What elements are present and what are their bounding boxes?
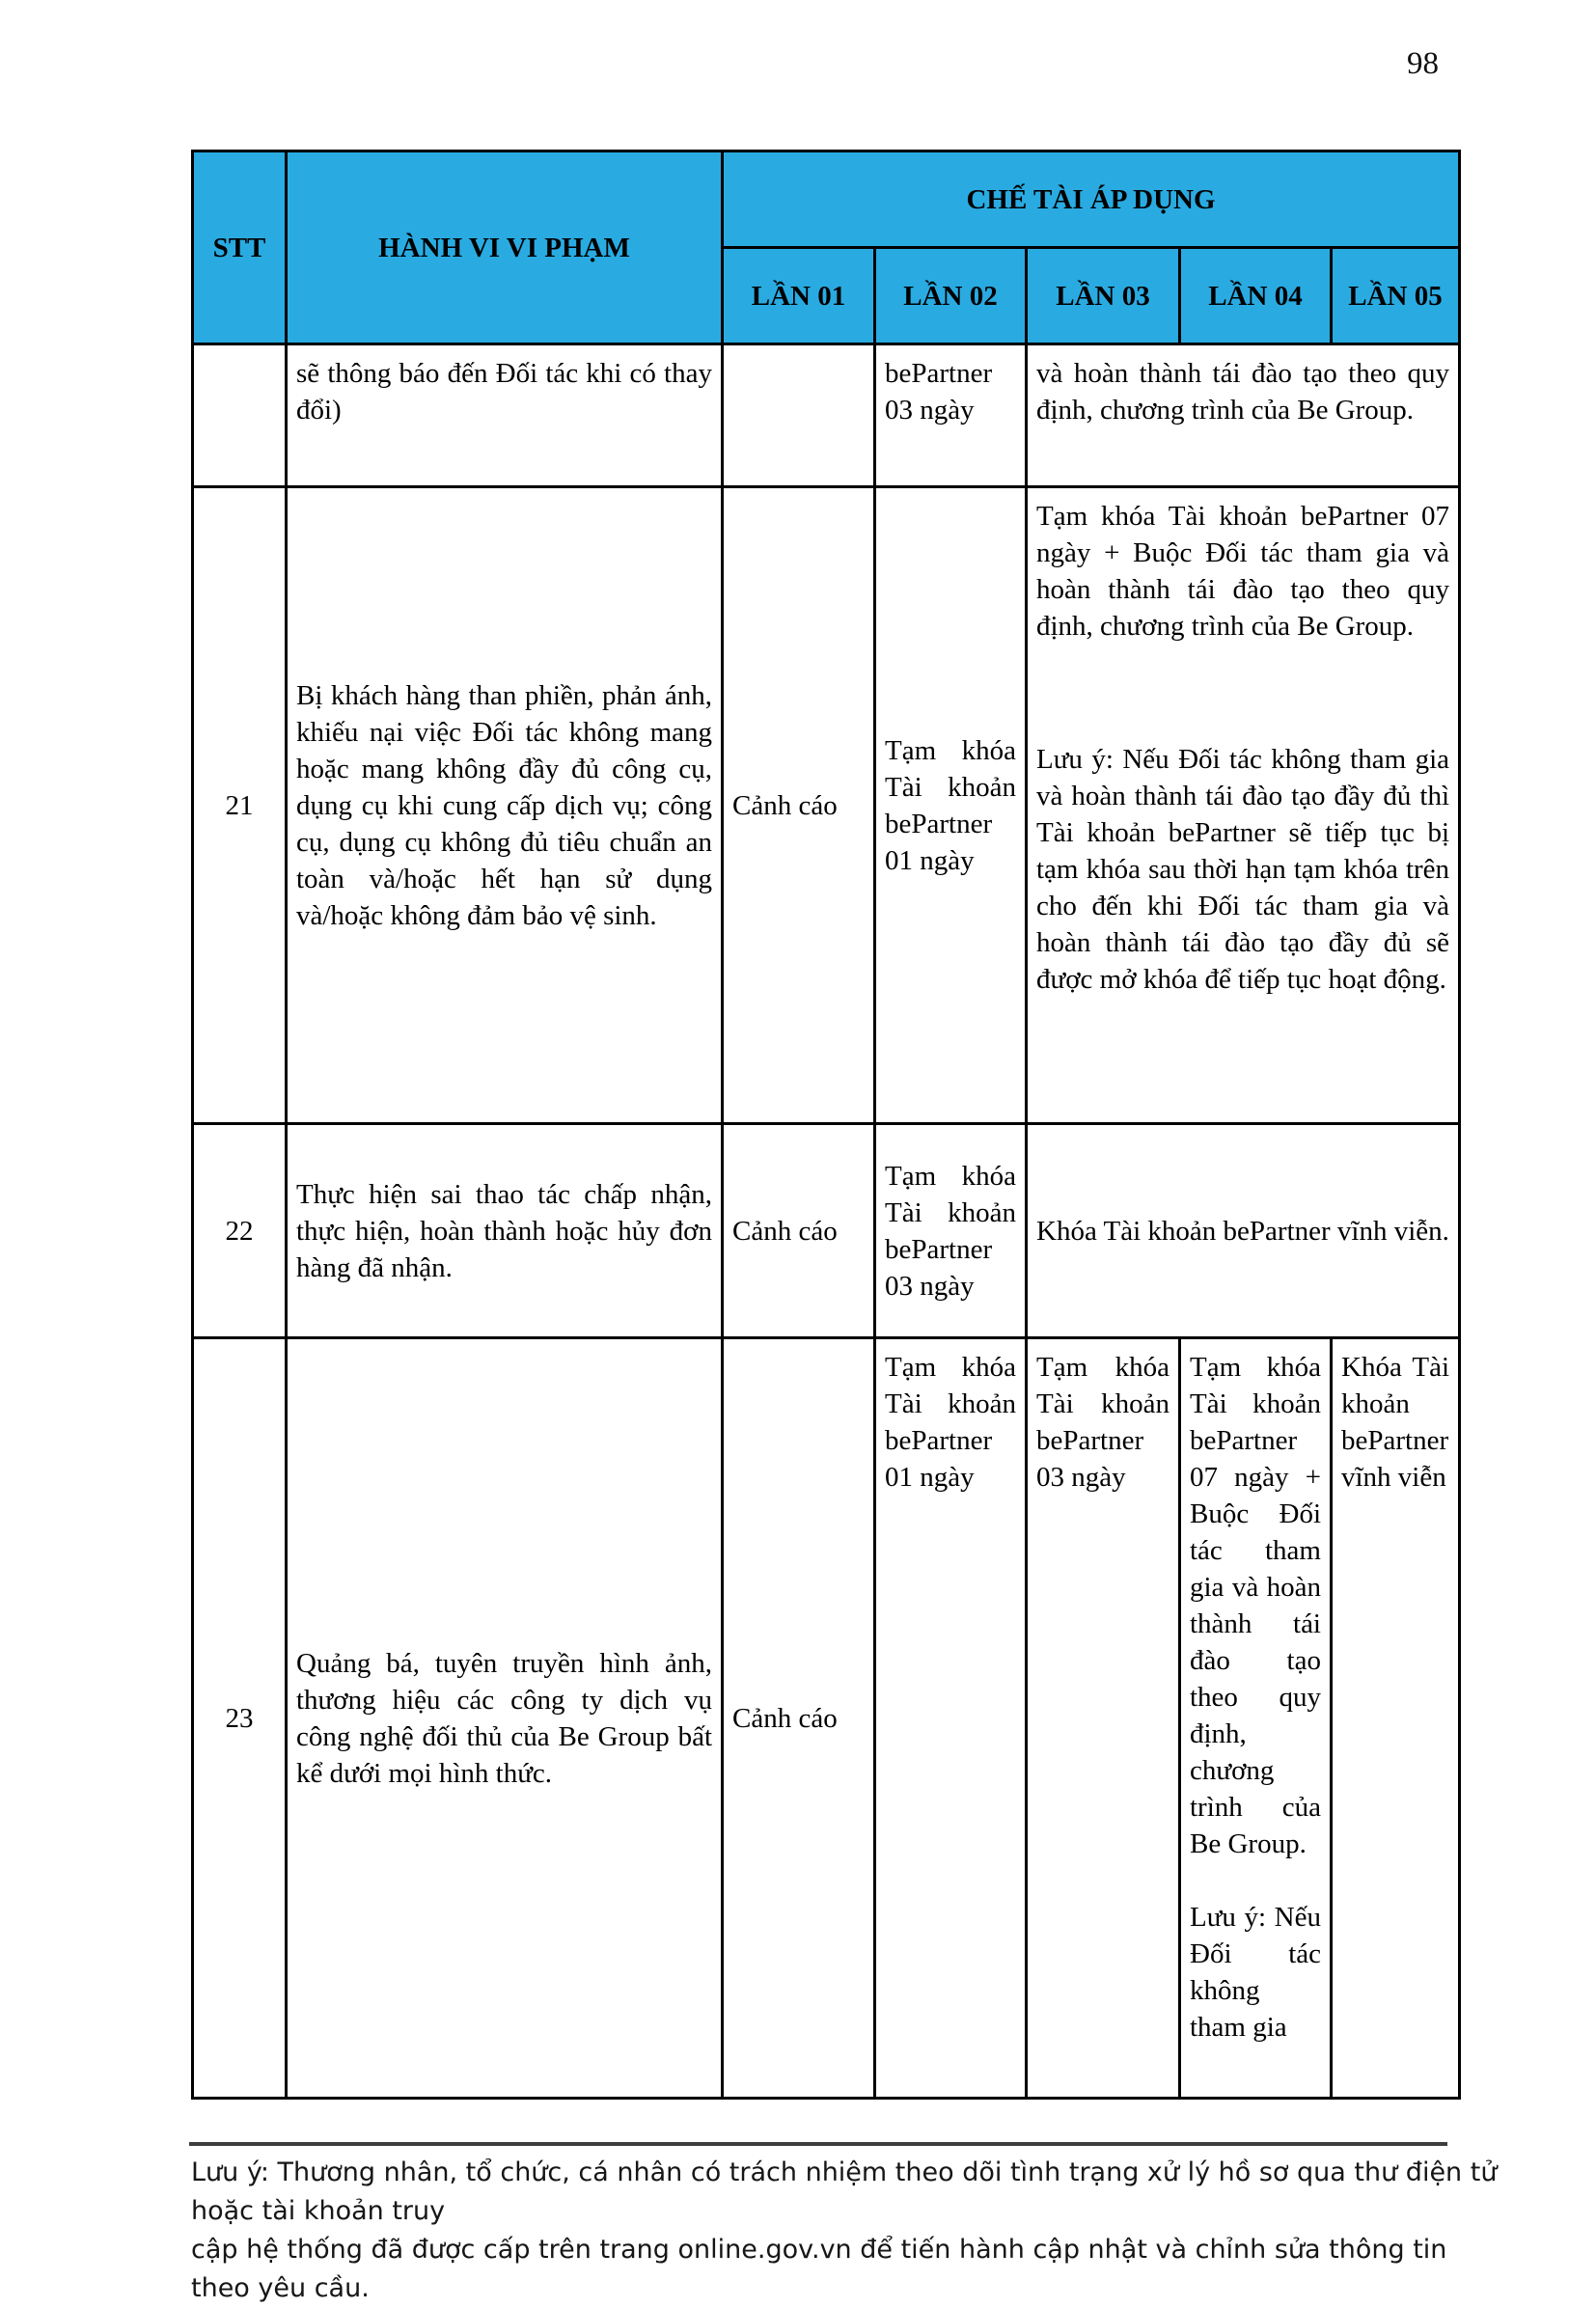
cell-r23-behavior: Quảng bá, tuyên truyền hình ảnh, thương hiệu các công ty dịch vụ công nghệ đối thủ của Be Group bất kể dưới mọi hình thức. [287,1338,723,2099]
cell-cont-stt [193,344,287,487]
cell-r22-lan01: Cảnh cáo [723,1124,875,1338]
page-number: 98 [1407,46,1439,81]
cell-r21-behavior: Bị khách hàng than phiền, phản ánh, khiếu nại việc Đối tác không mang hoặc mang không đầy đủ công cụ, dụng cụ khi cung cấp dịch vụ; công cụ, dụng cụ không đủ tiêu chuẩn an toàn và/hoặc hết hạn sử dụng và/hoặc không đảm bảo vệ sinh. [287,487,723,1124]
table-row-22 [193,1124,1460,1338]
cell-r21-lan03-05 [1027,487,1460,1124]
column-header-lan02: LẦN 02 [875,248,1027,344]
cell-r23-lan01: Cảnh cáo [723,1338,875,2099]
cell-r22-lan02: Tạm khóa Tài khoản bePartner 03 ngày [875,1124,1027,1338]
cell-r21-lan03-05-paragraph-1: Tạm khóa Tài khoản bePartner 07 ngày + Buộc Đối tác tham gia và hoàn thành tái đào tạo theo quy định, chương trình của Be Group. [1036,501,1450,642]
cell-cont-lan01 [723,344,875,487]
cell-r21-lan01: Cảnh cáo [723,487,875,1124]
cell-r22-behavior: Thực hiện sai thao tác chấp nhận, thực hiện, hoàn thành hoặc hủy đơn hàng đã nhận. [287,1124,723,1338]
table-header-row-1 [193,151,1460,248]
cell-r21-lan02: Tạm khóa Tài khoản bePartner 01 ngày [875,487,1027,1124]
column-header-behavior: HÀNH VI VI PHẠM [287,151,723,344]
table-row-21 [193,487,1460,1124]
column-header-sanction-group: CHẾ TÀI ÁP DỤNG [723,151,1460,248]
footnote-divider [189,2142,1447,2146]
column-header-stt: STT [193,151,287,344]
column-header-lan03: LẦN 03 [1027,248,1180,344]
cell-r23-stt: 23 [193,1338,287,2099]
footnote [191,2154,1503,2308]
cell-r23-lan04-paragraph-2: Lưu ý: Nếu Đối tác không tham gia [1190,1902,1321,2043]
table-row-continuation [193,344,1460,487]
cell-cont-behavior: sẽ thông báo đến Đối tác khi có thay đổi) [287,344,723,487]
footnote-line-1: Lưu ý: Thương nhân, tổ chức, cá nhân có trách nhiệm theo dõi tình trạng xử lý hồ sơ qua thư điện tử hoặc tài khoản truy [191,2157,1498,2226]
cell-r23-lan04 [1180,1338,1332,2099]
cell-r21-stt: 21 [193,487,287,1124]
table-row-23 [193,1338,1460,2099]
cell-cont-lan02: bePartner 03 ngày [875,344,1027,487]
cell-r21-lan03-05-paragraph-2: Lưu ý: Nếu Đối tác không tham gia và hoàn thành tái đào tạo đầy đủ thì Tài khoản bePartner sẽ tiếp tục bị tạm khóa sau thời hạn tạm khóa trên cho đến khi Đối tác tham gia và hoàn thành tái đào tạo đầy đủ sẽ được mở khóa để tiếp tục hoạt động. [1036,744,1450,995]
cell-r23-lan05: Khóa Tài khoản bePartner vĩnh viễn [1332,1338,1460,2099]
cell-r22-stt: 22 [193,1124,287,1338]
cell-cont-lan03-05: và hoàn thành tái đào tạo theo quy định, chương trình của Be Group. [1027,344,1460,487]
cell-r23-lan03: Tạm khóa Tài khoản bePartner 03 ngày [1027,1338,1180,2099]
cell-r23-lan02: Tạm khóa Tài khoản bePartner 01 ngày [875,1338,1027,2099]
cell-r22-lan03-05: Khóa Tài khoản bePartner vĩnh viễn. [1027,1124,1460,1338]
violation-sanction-table [191,150,1461,2100]
column-header-lan01: LẦN 01 [723,248,875,344]
footnote-line-2: cập hệ thống đã được cấp trên trang online.gov.vn để tiến hành cập nhật và chỉnh sửa thông tin theo yêu cầu. [191,2235,1447,2303]
column-header-lan05: LẦN 05 [1332,248,1460,344]
cell-r23-lan04-paragraph-1: Tạm khóa Tài khoản bePartner 07 ngày + Buộc Đối tác tham gia và hoàn thành tái đào tạo theo quy định, chương trình của Be Group. [1190,1352,1321,1859]
column-header-lan04: LẦN 04 [1180,248,1332,344]
